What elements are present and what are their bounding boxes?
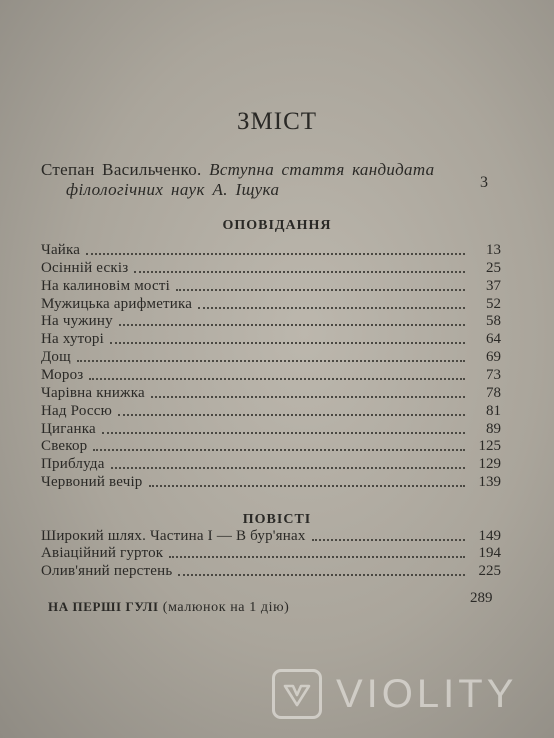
toc-entry-title: Циганка [41, 420, 96, 437]
toc-entry [41, 456, 501, 473]
intro-line-2 [66, 180, 279, 200]
dot-leader [312, 537, 465, 541]
toc-entry-title: Чайка [41, 242, 81, 258]
toc-entry-title: Чарівна книжка [41, 384, 145, 401]
dot-leader [110, 340, 465, 344]
toc-entry-title: Дощ [41, 349, 71, 366]
dot-leader [77, 358, 465, 362]
toc-entry [41, 260, 501, 277]
toc-entry-page: 129 [478, 456, 501, 473]
toc-entry-page: 139 [478, 474, 501, 491]
toc-entry [41, 331, 501, 348]
toc-entry [41, 474, 501, 491]
dot-leader [134, 269, 465, 273]
toc-entry-title: Широкий шлях. Частина І — В бур'янах [41, 528, 306, 544]
dot-leader [86, 251, 465, 255]
section-heading-stories: ОПОВІДАННЯ [222, 218, 332, 233]
toc-entry [41, 403, 501, 420]
intro-description-1: Вступна стаття кандидата [209, 160, 435, 179]
toc-entry [41, 528, 501, 545]
toc-entry [41, 278, 501, 295]
toc-entry [41, 349, 501, 366]
intro-author: Степан Васильченко. [41, 160, 210, 179]
toc-entry-title: Приблуда [41, 456, 105, 473]
toc-entry-title: Олив'яний перстень [41, 562, 173, 579]
toc-entry-page: 13 [486, 242, 501, 258]
toc-entry [41, 367, 501, 384]
toc-entry-title: На хуторі [41, 331, 104, 348]
page-title: ЗМІСТ [236, 108, 318, 135]
dot-leader [176, 287, 465, 291]
toc-entry-title: Мужицька арифметика [41, 295, 193, 312]
toc-entry-title: Мороз [41, 366, 84, 383]
watermark-text: VIOLITY [336, 671, 518, 716]
toc-entry-title: На чужину [41, 313, 113, 330]
toc-entry [41, 421, 501, 438]
toc-entry-page: 58 [486, 313, 501, 330]
toc-entry-title: Авіаційний гурток [41, 545, 164, 562]
intro-line-1 [41, 160, 434, 180]
dot-leader [89, 376, 465, 380]
toc-entry-page: 225 [478, 562, 501, 579]
toc-entry-title: Свекор [41, 438, 88, 455]
toc-entry-page: 25 [486, 259, 501, 276]
play-entry [48, 599, 289, 616]
toc-entry [41, 438, 501, 455]
dot-leader [93, 447, 465, 451]
toc-entry [41, 563, 501, 580]
dot-leader [178, 572, 465, 576]
toc-entry-title: Червоний вечір [41, 474, 143, 491]
toc-entry-page: 64 [486, 331, 501, 348]
toc-entry-page: 81 [486, 402, 501, 419]
toc-entry [41, 545, 501, 562]
toc-entry-page: 78 [486, 384, 501, 401]
play-page-number: 289 [470, 590, 493, 606]
dot-leader [169, 554, 465, 558]
toc-entry [41, 242, 501, 259]
toc-entry [41, 313, 501, 330]
toc-entry-page: 52 [486, 295, 501, 312]
toc-entry-title: Над Россю [41, 402, 113, 419]
toc-entry-page: 73 [486, 366, 501, 383]
dot-leader [111, 465, 465, 469]
dot-leader [149, 483, 465, 487]
violity-logo-icon [272, 669, 322, 719]
intro-page-number: 3 [480, 174, 488, 191]
toc-entry-page: 149 [478, 528, 501, 544]
intro-description-2: філологічних наук А. Іщука [66, 180, 280, 199]
dot-leader [118, 412, 465, 416]
dot-leader [198, 305, 465, 309]
play-subtitle: (малюнок на 1 дію) [158, 600, 290, 615]
dot-leader [119, 322, 465, 326]
toc-entry-page: 125 [478, 438, 501, 455]
watermark [272, 664, 517, 724]
toc-entry-page: 69 [486, 349, 501, 366]
toc-entry [41, 296, 501, 313]
toc-entry-page: 89 [486, 420, 501, 437]
toc-entry-page: 194 [478, 545, 501, 562]
play-title: НА ПЕРШІ ГУЛІ [48, 599, 159, 614]
toc-entry-page: 37 [486, 277, 501, 294]
toc-entry [41, 385, 501, 402]
toc-entry-title: На калиновім мості [41, 277, 170, 294]
dot-leader [151, 394, 465, 398]
toc-entry-title: Осінній ескіз [41, 259, 129, 276]
section-heading-novellas: ПОВІСТІ [242, 512, 312, 527]
dot-leader [102, 430, 465, 434]
